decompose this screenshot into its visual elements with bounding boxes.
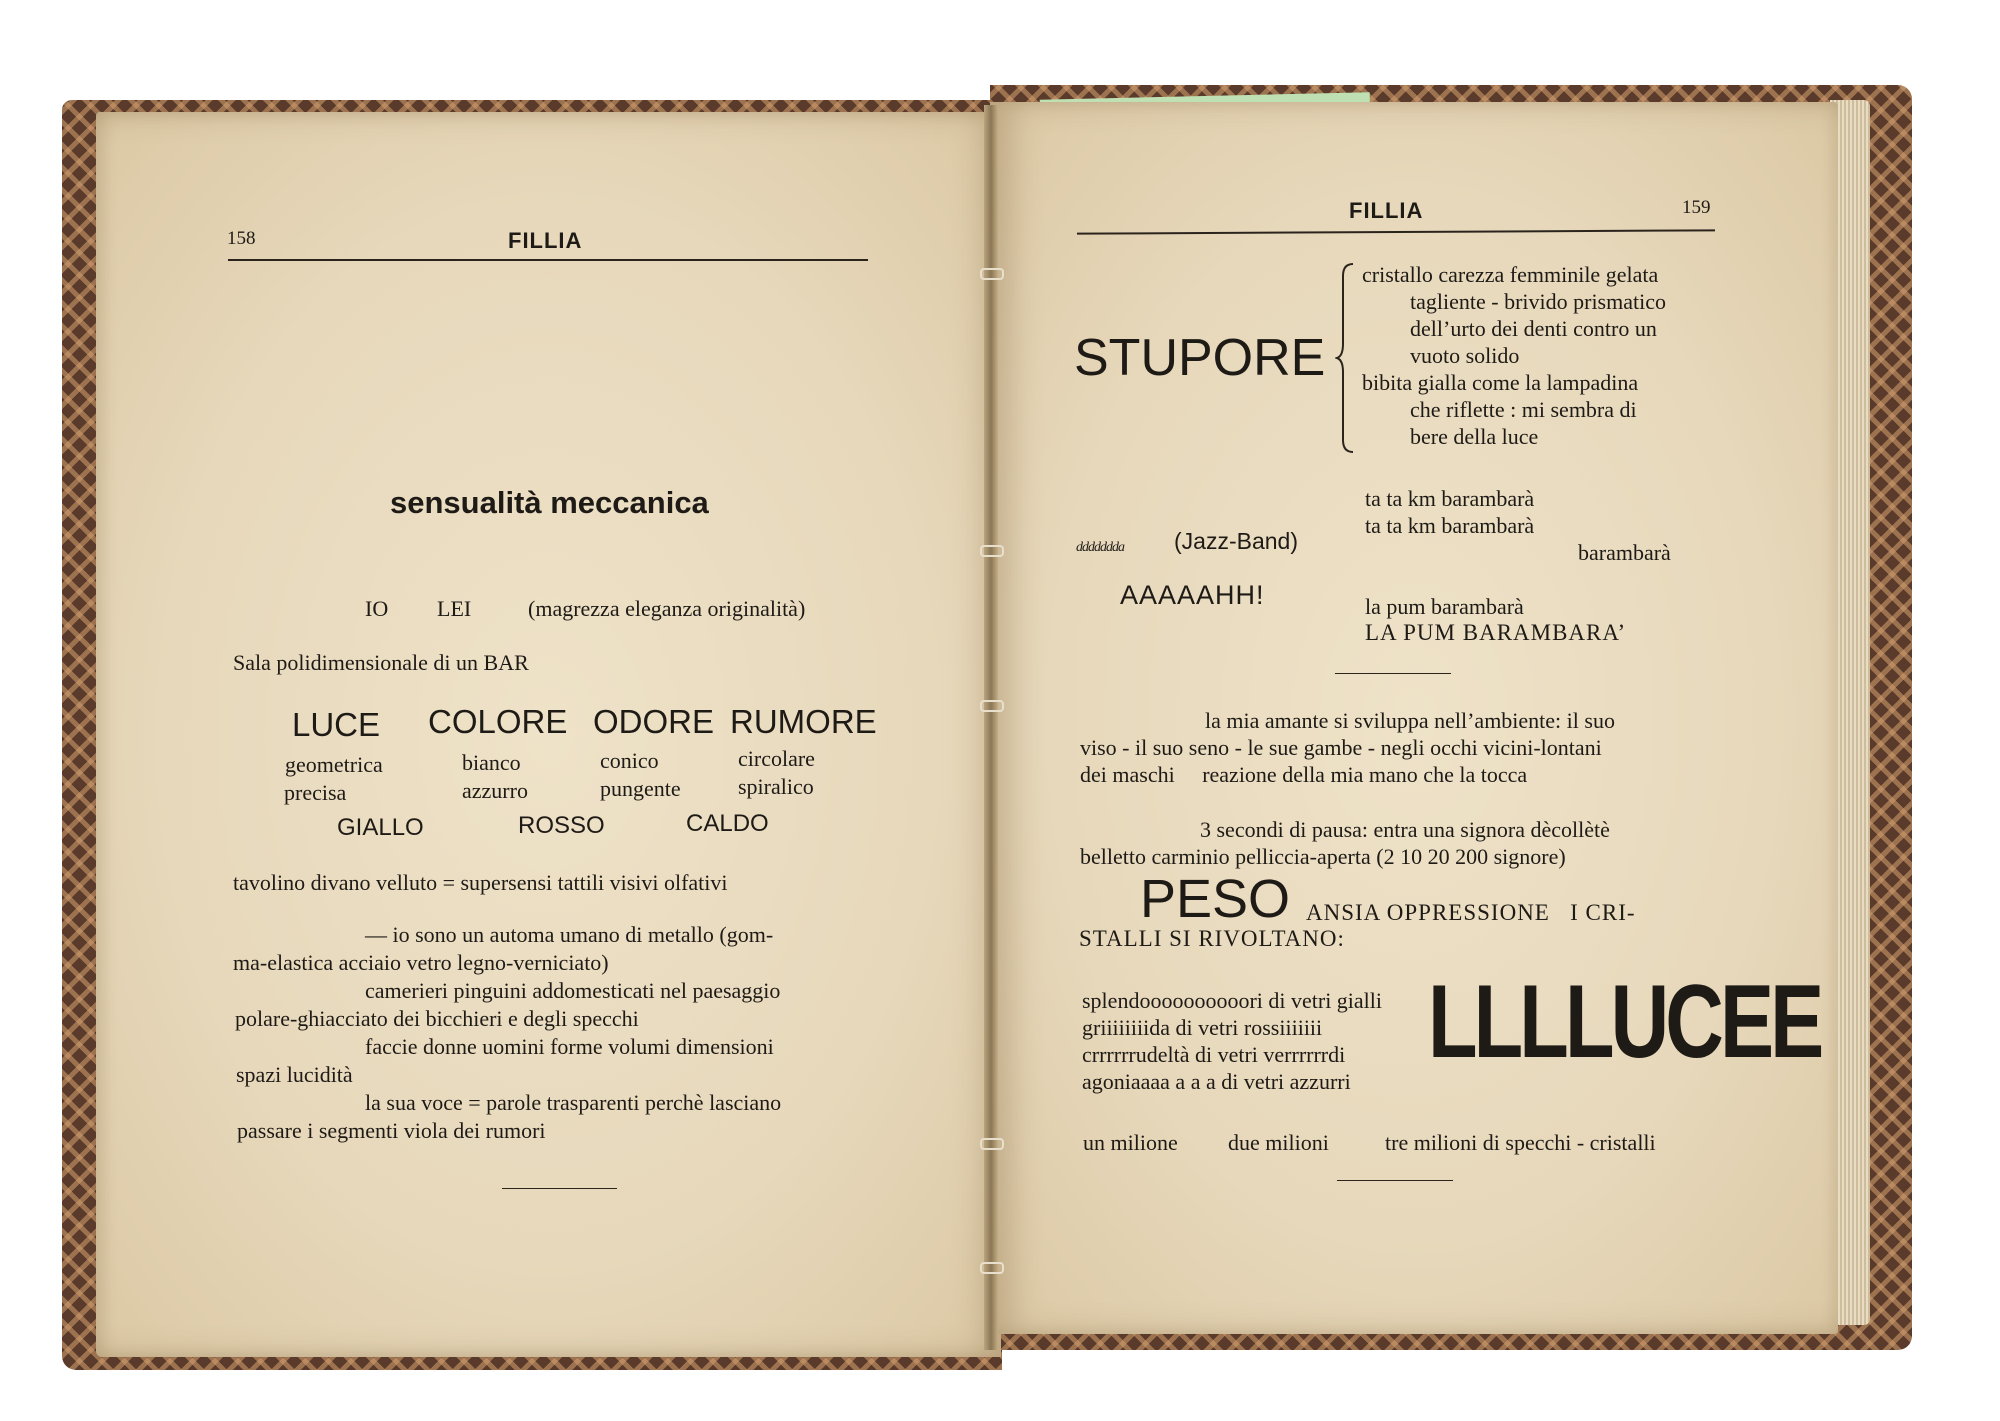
baramba-line: ta ta km barambarà (1365, 486, 1535, 511)
sense-adjective: circolare (738, 746, 815, 771)
sense-adjective: conico (600, 748, 659, 773)
sense-adjective: bianco (462, 750, 521, 775)
body-line: ma-elastica acciaio vetro legno-verniciato) (233, 950, 609, 975)
peso-word: PESO (1140, 869, 1291, 929)
color-word: CALDO (686, 810, 769, 837)
baramba-line: LA PUM BARAMBARA’ (1365, 620, 1627, 645)
section-rule (1335, 673, 1451, 674)
milione-text: tre milioni di specchi - cristalli (1385, 1130, 1656, 1155)
body-line: spazi lucidità (236, 1062, 353, 1087)
section-rule-end (1337, 1180, 1453, 1181)
lei-description: (magrezza eleganza originalità) (528, 596, 806, 621)
color-word: GIALLO (337, 814, 424, 841)
sala-line: Sala polidimensionale di un BAR (233, 650, 529, 675)
sense-adjective: precisa (284, 780, 347, 805)
stupore-line: tagliente - brivido prismatico (1410, 289, 1666, 314)
amante-line: dei maschi reazione della mia mano che la tocca (1080, 762, 1528, 787)
sense-adjective: spiralico (738, 774, 814, 799)
milione-text: un milione (1083, 1130, 1178, 1155)
stupore-line: vuoto solido (1410, 343, 1520, 368)
running-head-left: FILLIA (508, 228, 583, 253)
stupore-line: bere della luce (1410, 424, 1539, 449)
running-head-right: FILLIA (1349, 198, 1424, 223)
amante-line: la mia amante si sviluppa nell’ambiente: il suo (1205, 708, 1615, 733)
section-rule-left (502, 1188, 617, 1189)
aaah-cry: AAAAAHH! (1120, 580, 1265, 610)
sense-word: COLORE (428, 703, 568, 740)
stupore-line: dell’urto dei denti contro un (1410, 316, 1657, 341)
binding-stitch (980, 1138, 1004, 1150)
body-line: polare-ghiacciato dei bicchieri e degli specchi (235, 1006, 639, 1031)
baramba-line: ta ta km barambarà (1365, 513, 1535, 538)
page-number-right: 159 (1682, 197, 1711, 218)
curly-brace-icon (1335, 262, 1357, 454)
pausa-line: belletto carminio pelliccia-aperta (2 10 20 200 signore) (1080, 844, 1566, 869)
vetri-line: crrrrrrudeltà di vetri verrrrrrdi (1082, 1042, 1346, 1067)
header-rule-left (228, 259, 868, 261)
stupore-heading: STUPORE (1074, 329, 1326, 387)
vetri-line: agoniaaaa a a a di vetri azzurri (1082, 1069, 1351, 1094)
binding-stitch (980, 1262, 1004, 1274)
tavolino-line: tavolino divano velluto = supersensi tattili visivi olfativi (233, 870, 728, 895)
body-line: — io sono un automa umano di metallo (gom- (365, 922, 774, 947)
peso-line2: STALLI SI RIVOLTANO: (1079, 926, 1345, 951)
body-line: passare i segmenti viola dei rumori (237, 1118, 546, 1143)
chapter-title: sensualità meccanica (390, 485, 709, 520)
peso-rest: ANSIA OPPRESSIONE I CRI- (1306, 900, 1636, 925)
book-gutter (984, 105, 998, 1350)
sense-adjective: geometrica (285, 752, 383, 777)
baramba-line: la pum barambarà (1365, 594, 1524, 619)
pausa-line: 3 secondi di pausa: entra una signora dècollètè (1200, 817, 1610, 842)
amante-line: viso - il suo seno - le sue gambe - negli occhi vicini-lontani (1080, 735, 1602, 760)
body-line: faccie donne uomini forme volumi dimensioni (365, 1034, 774, 1059)
vetri-line: griiiiiiiida di vetri rossiiiiiii (1082, 1015, 1323, 1040)
sense-adjective: azzurro (462, 778, 528, 803)
stupore-line: bibita gialla come la lampadina (1362, 370, 1639, 395)
baramba-line: barambarà (1578, 540, 1671, 565)
jazz-notes: ddddddda (1076, 540, 1124, 555)
body-line: la sua voce = parole trasparenti perchè lasciano (365, 1090, 782, 1115)
binding-stitch (980, 700, 1004, 712)
vetri-line: splendoooooooooori di vetri gialli (1082, 988, 1383, 1013)
milione-text: due milioni (1228, 1130, 1329, 1155)
sense-adjective: pungente (600, 776, 681, 801)
sense-word: RUMORE (730, 703, 877, 740)
binding-stitch (980, 268, 1004, 280)
stupore-line: cristallo carezza femminile gelata (1362, 262, 1659, 287)
page-number-left: 158 (227, 228, 256, 249)
stupore-line: che riflette : mi sembra di (1410, 397, 1637, 422)
lluce-display: LLLLUCEE (1428, 964, 1821, 1080)
binding-stitch (980, 545, 1004, 557)
sense-word: LUCE (292, 706, 381, 743)
lei-label: LEI (437, 596, 472, 621)
jazz-band-label: (Jazz-Band) (1174, 528, 1298, 554)
sense-word: ODORE (593, 703, 715, 740)
io-label: IO (365, 596, 389, 621)
body-line: camerieri pinguini addomesticati nel paesaggio (365, 978, 781, 1003)
color-word: ROSSO (518, 812, 605, 839)
